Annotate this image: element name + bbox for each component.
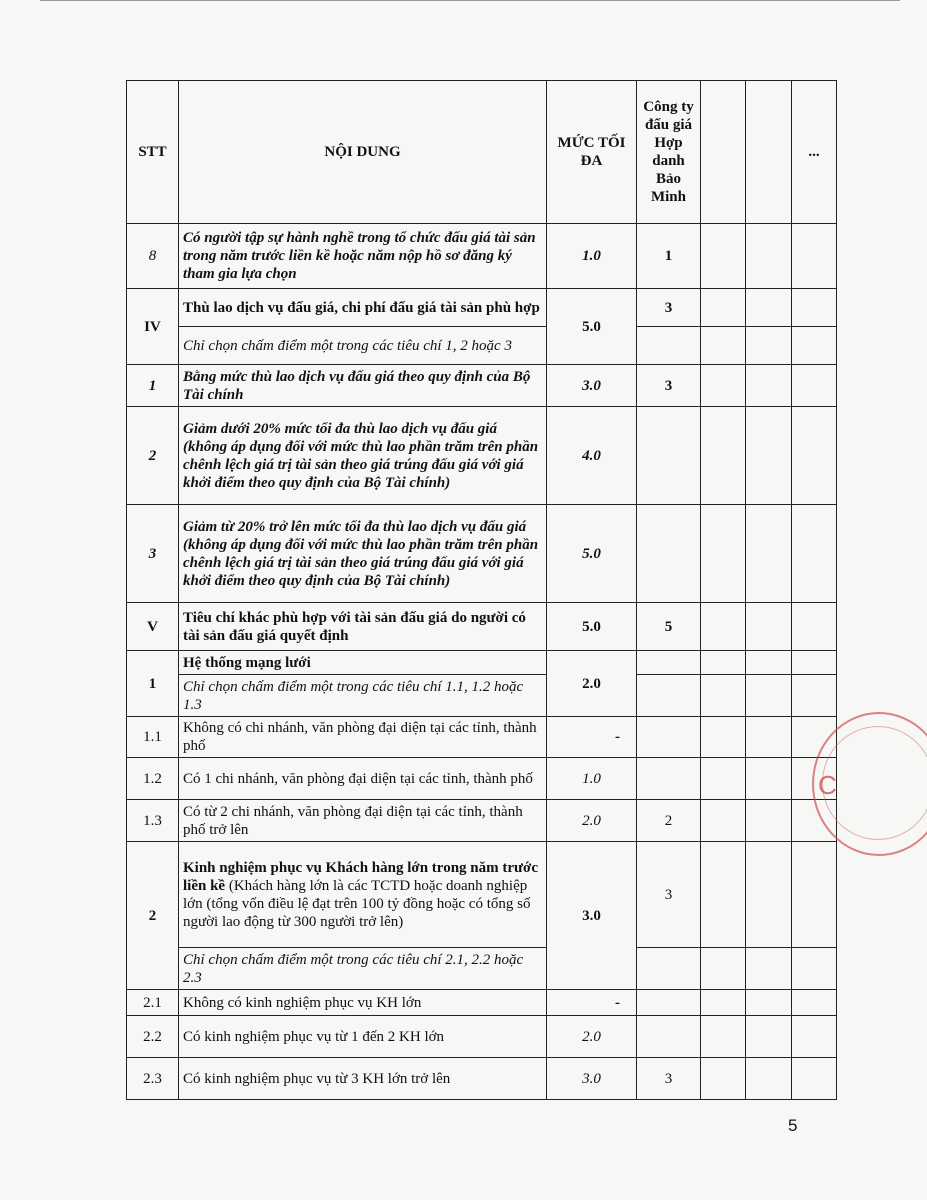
table-row xyxy=(127,675,837,717)
row-max: 3.0 xyxy=(547,365,637,407)
row-max: - xyxy=(547,990,637,1016)
page-number: 5 xyxy=(788,1116,798,1135)
row-stt: 2 xyxy=(127,842,179,990)
row-score: 3 xyxy=(637,365,701,407)
row-content-bold: Kinh nghiệm phục vụ Khách hàng lớn trong năm trước liền kề xyxy=(183,859,538,894)
scoring-table xyxy=(126,80,837,1100)
row-score xyxy=(637,407,701,505)
table-row xyxy=(127,365,837,407)
row-note: Chỉ chọn chấm điểm một trong các tiêu chí 1.1, 1.2 hoặc 1.3 xyxy=(179,675,547,717)
row-content: Bằng mức thù lao dịch vụ đấu giá theo quy định của Bộ Tài chính xyxy=(179,365,547,407)
row-max: 3.0 xyxy=(547,842,637,990)
row-content: Không có chi nhánh, văn phòng đại diện tại các tỉnh, thành phố xyxy=(179,717,547,758)
table-row xyxy=(127,717,837,758)
table-row xyxy=(127,842,837,948)
row-stt: 2 xyxy=(127,407,179,505)
red-seal-inner-ring xyxy=(822,726,927,840)
row-score xyxy=(637,505,701,603)
row-content: Tiêu chí khác phù hợp với tài sản đấu giá do người có tài sản đấu giá quyết định xyxy=(179,603,547,651)
row-stt: 1.3 xyxy=(127,800,179,842)
row-max: 5.0 xyxy=(547,603,637,651)
row-max: 2.0 xyxy=(547,651,637,717)
table-row xyxy=(127,407,837,505)
header-stt: STT xyxy=(127,81,179,224)
red-seal-letter: C xyxy=(818,770,837,800)
row-content: Có kinh nghiệm phục vụ từ 1 đến 2 KH lớn xyxy=(179,1016,547,1058)
row-stt: V xyxy=(127,603,179,651)
header-row xyxy=(127,81,837,224)
row-max: 5.0 xyxy=(547,505,637,603)
table-row xyxy=(127,1058,837,1100)
row-score: 3 xyxy=(637,842,701,948)
header-blank-1 xyxy=(701,81,746,224)
row-content xyxy=(179,842,547,948)
row-stt: 1.2 xyxy=(127,758,179,800)
row-content: Giảm từ 20% trở lên mức tối đa thù lao dịch vụ đấu giá (không áp dụng đối với mức thù lao phần trăm trên phần chênh lệch giá trị tài sản theo giá trúng đấu giá với giá khởi điểm theo quy định của Bộ Tài chính) xyxy=(179,505,547,603)
row-score xyxy=(637,990,701,1016)
row-content: Thù lao dịch vụ đấu giá, chi phí đấu giá tài sản phù hợp xyxy=(179,289,547,327)
row-stt: 1 xyxy=(127,365,179,407)
table-row xyxy=(127,651,837,675)
row-max: 4.0 xyxy=(547,407,637,505)
row-max: 5.0 xyxy=(547,289,637,365)
row-score: 3 xyxy=(637,289,701,327)
table-row xyxy=(127,758,837,800)
row-stt: 2.2 xyxy=(127,1016,179,1058)
row-score: 1 xyxy=(637,224,701,289)
row-stt: 1.1 xyxy=(127,717,179,758)
header-content: NỘI DUNG xyxy=(179,81,547,224)
row-max: 1.0 xyxy=(547,758,637,800)
row-stt: 2.3 xyxy=(127,1058,179,1100)
table-row xyxy=(127,800,837,842)
row-content: Có người tập sự hành nghề trong tổ chức đấu giá tài sản trong năm trước liền kề hoặc năm nộp hồ sơ đăng ký tham gia lựa chọn xyxy=(179,224,547,289)
row-content: Có từ 2 chi nhánh, văn phòng đại diện tại các tỉnh, thành phố trở lên xyxy=(179,800,547,842)
row-stt: IV xyxy=(127,289,179,365)
row-content: Giảm dưới 20% mức tối đa thù lao dịch vụ đấu giá (không áp dụng đối với mức thù lao phần trăm trên phần chênh lệch giá trị tài sản theo giá trúng đấu giá với giá khởi điểm theo quy định của Bộ Tài chính) xyxy=(179,407,547,505)
table-row xyxy=(127,327,837,365)
row-score xyxy=(637,758,701,800)
row-stt: 8 xyxy=(127,224,179,289)
table-row xyxy=(127,1016,837,1058)
table-row xyxy=(127,289,837,327)
row-content: Có 1 chi nhánh, văn phòng đại diện tại các tỉnh, thành phố xyxy=(179,758,547,800)
row-note: Chỉ chọn chấm điểm một trong các tiêu chí 2.1, 2.2 hoặc 2.3 xyxy=(179,948,547,990)
row-score xyxy=(637,1016,701,1058)
table-row xyxy=(127,948,837,990)
row-content-rest: (Khách hàng lớn là các TCTD hoặc doanh nghiệp lớn (tổng vốn điều lệ đạt trên 100 tỷ đồng hoặc có tổng số người lao động từ 300 người trở lên) xyxy=(183,877,531,930)
row-content: Hệ thống mạng lưới xyxy=(179,651,547,675)
row-max: 2.0 xyxy=(547,800,637,842)
row-stt: 1 xyxy=(127,651,179,717)
row-score xyxy=(637,651,701,675)
table-row xyxy=(127,505,837,603)
header-blank-2 xyxy=(746,81,792,224)
row-stt: 3 xyxy=(127,505,179,603)
row-max: - xyxy=(547,717,637,758)
table-row xyxy=(127,603,837,651)
row-content: Không có kinh nghiệm phục vụ KH lớn xyxy=(179,990,547,1016)
header-max: MỨC TỐI ĐA xyxy=(547,81,637,224)
header-company: Công ty đấu giá Hợp danh Bảo Minh xyxy=(637,81,701,224)
row-note: Chỉ chọn chấm điểm một trong các tiêu chí 1, 2 hoặc 3 xyxy=(179,327,547,365)
row-max: 2.0 xyxy=(547,1016,637,1058)
header-extra: ... xyxy=(792,81,837,224)
row-stt: 2.1 xyxy=(127,990,179,1016)
row-score xyxy=(637,717,701,758)
row-score: 2 xyxy=(637,800,701,842)
row-score: 5 xyxy=(637,603,701,651)
row-content: Có kinh nghiệm phục vụ từ 3 KH lớn trở lên xyxy=(179,1058,547,1100)
row-score: 3 xyxy=(637,1058,701,1100)
row-max: 1.0 xyxy=(547,224,637,289)
row-max: 3.0 xyxy=(547,1058,637,1100)
table-row xyxy=(127,224,837,289)
table-row xyxy=(127,990,837,1016)
top-rule xyxy=(40,0,900,7)
